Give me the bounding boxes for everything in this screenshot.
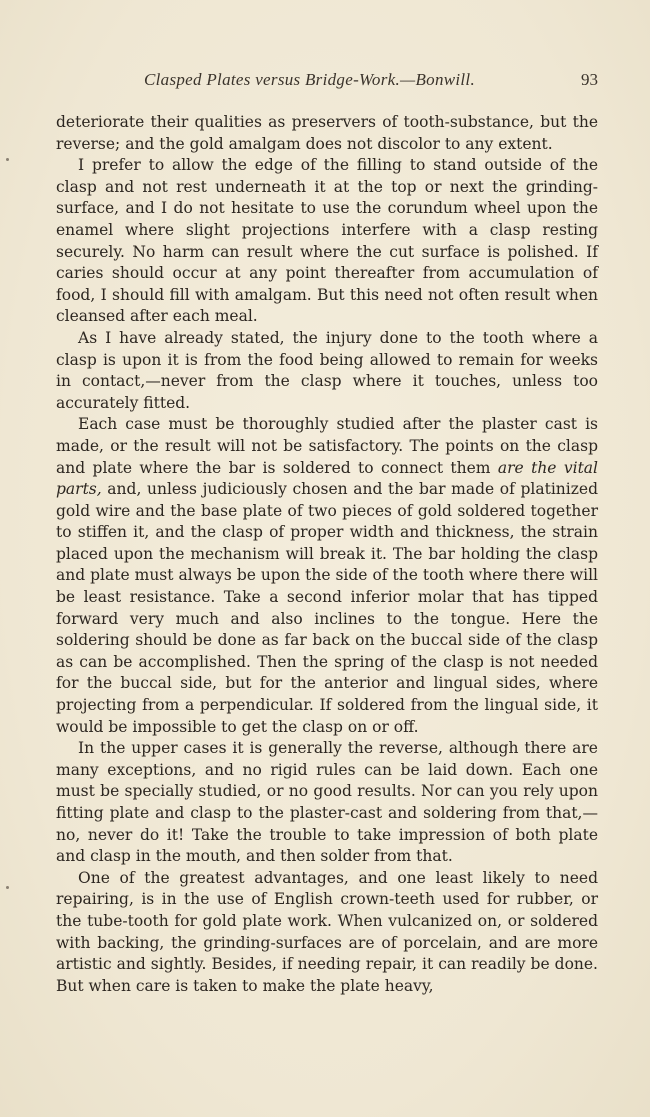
paragraph-4-text-after: and, unless judiciously chosen and the bar made of platinized gold wire and the base plate of two pieces of gold soldered together to stiffen it, and the clasp of proper width and thickness, the strain placed upon the mechanism will break it. The bar holding the clasp and plate must always be upon the side of the tooth where there will be least resistance. Take a second inferior molar that has tipped forward very much and also inclines to the tongue. Here the soldering should be done as far back on the buccal side of the clasp as can be accomplished. Then the spring of the clasp is not needed for the buccal side, but for the anterior and lingual sides, where projecting from a perpendicular. If soldered from the lingual side, it would be impossible to get the clasp on or off. <box>56 480 598 736</box>
paragraph-4-text-before: Each case must be thoroughly studied after the plaster cast is made, or the result will not be satisfactory. The points on the clasp and plate where the bar is soldered to connect them <box>56 415 598 477</box>
margin-speck <box>6 158 9 161</box>
running-title: Clasped Plates versus Bridge-Work.—Bonwill. <box>144 70 476 89</box>
paragraph-6: One of the greatest advantages, and one least likely to need repairing, is in the use of English crown-teeth used for rubber, or the tube-tooth for gold plate work. When vulcanized on, or soldered with backing, the grinding-surfaces are of porcelain, and are more artistic and sightly. Besides, if needing repair, it can readily be done. But when care is taken to make the plate heavy, <box>56 868 598 995</box>
running-head <box>56 70 598 94</box>
paragraph-4-emphasis: are the vital parts, <box>56 458 598 499</box>
paragraph-4 <box>56 414 598 738</box>
margin-speck <box>6 886 9 889</box>
body-text <box>56 112 598 997</box>
paragraph-3: As I have already stated, the injury done to the tooth where a clasp is upon it is from the food being allowed to remain for weeks in contact,—never from the clasp where it touches, unless too accurately fitted. <box>56 328 598 412</box>
paragraph-5: In the upper cases it is generally the reverse, although there are many exceptions, and no rigid rules can be laid down. Each one must be specially studied, or no good results. Nor can you rely upon fitting plate and clasp to the plaster-cast and soldering from that,—no, never do it! Take the trouble to take impression of both plate and clasp in the mouth, and then solder from that. <box>56 739 598 866</box>
page-number: 93 <box>581 70 598 89</box>
paragraph-1: deteriorate their qualities as preservers of tooth-substance, but the reverse; and the gold amalgam does not discolor to any extent. <box>56 113 598 153</box>
paragraph-2: I prefer to allow the edge of the filling to stand outside of the clasp and not rest underneath it at the top or next the grinding-surface, and I do not hesitate to use the corundum wheel upon the enamel where slight projections interfere with a clasp resting securely. No harm can result where the cut surface is polished. If caries should occur at any point thereafter from accumulation of food, I should fill with amalgam. But this need not often result when cleansed after each meal. <box>56 156 598 326</box>
